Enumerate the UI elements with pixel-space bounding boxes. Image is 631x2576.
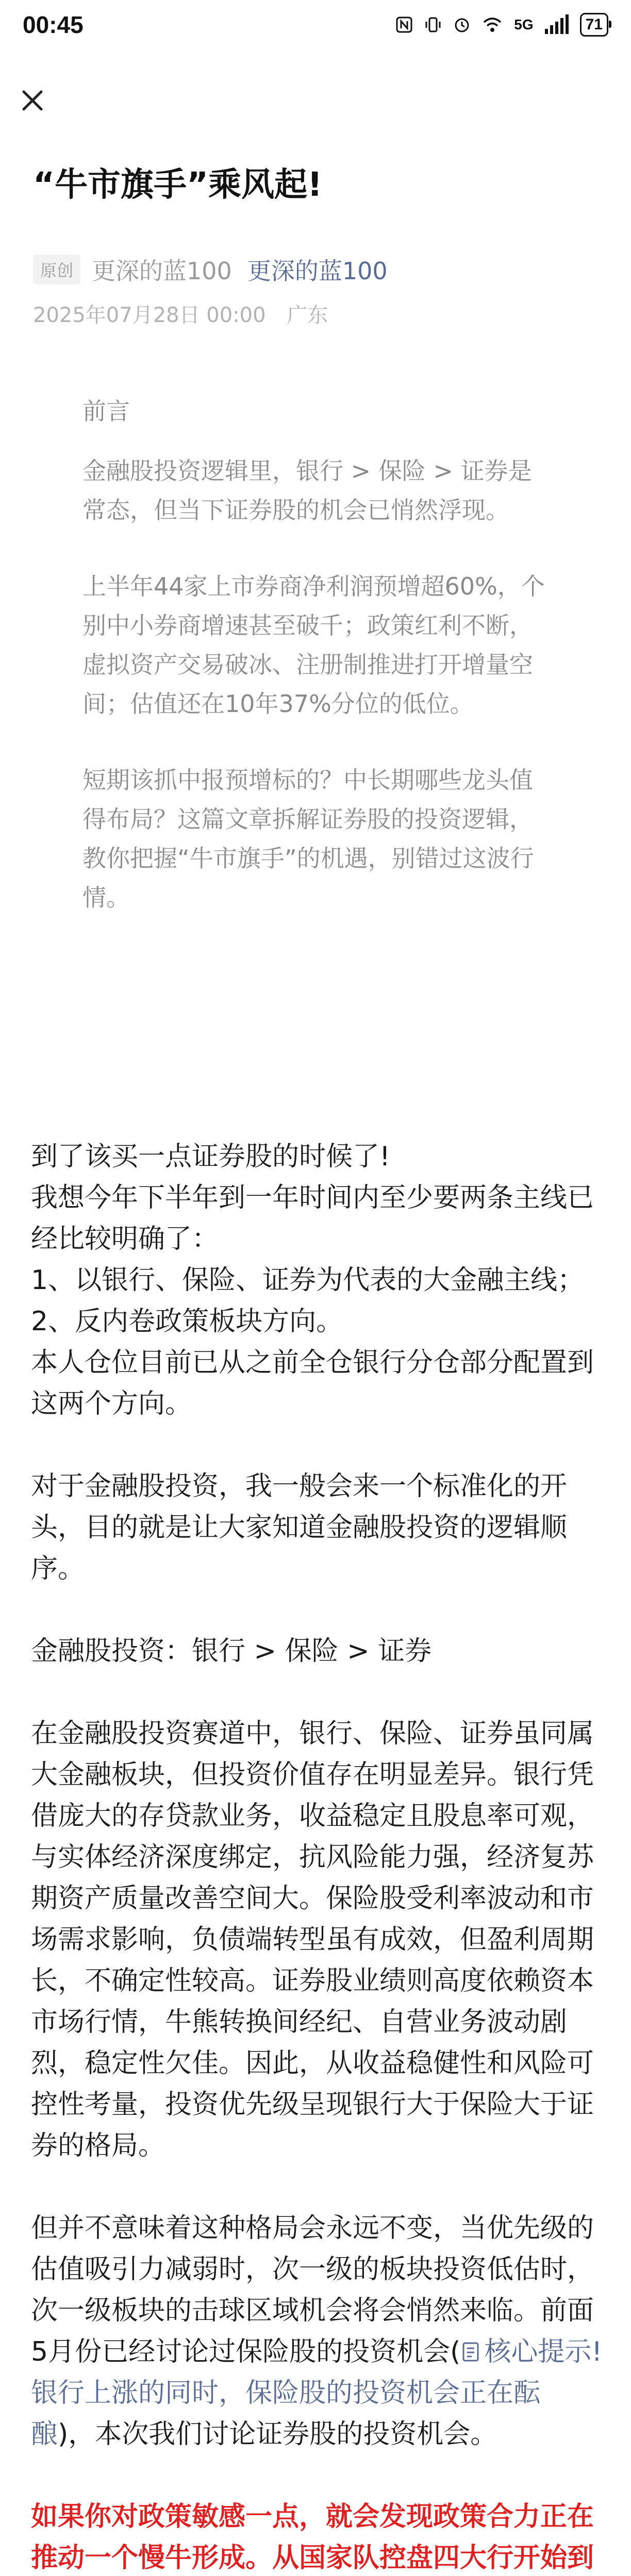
related-article-title: 核心提示! 银行上涨的同时，保险股的投资机会正在酝酿 bbox=[31, 2336, 603, 2450]
signal-icon bbox=[545, 15, 569, 34]
publish-info bbox=[33, 299, 342, 328]
publish-date: 2025年07月28日 00:00 bbox=[33, 303, 266, 327]
preface-heading: 前言 bbox=[82, 397, 130, 425]
body-paragraph-5 bbox=[31, 2208, 603, 2455]
nav-bar bbox=[0, 77, 631, 124]
intro-paragraph-3: 短期该抓中报预增标的？中长期哪些龙头值得布局？这篇文章拆解证券股的投资逻辑，教你把握“牛市旗手”的机遇，别错过这波行情。 bbox=[82, 766, 534, 911]
wifi-icon bbox=[482, 16, 503, 33]
status-icons bbox=[395, 13, 608, 37]
body-paragraph-1 bbox=[31, 1136, 603, 1425]
battery-icon bbox=[580, 13, 608, 37]
body-line: 本人仓位目前已从之前全仓银行分仓部分配置到这两个方向。 bbox=[31, 1347, 594, 1419]
nfc-icon bbox=[395, 16, 413, 33]
article-meta bbox=[33, 252, 600, 286]
body-line: 到了该买一点证券股的时候了! bbox=[31, 1141, 390, 1172]
alarm-icon bbox=[453, 16, 471, 33]
article-body bbox=[31, 1136, 603, 2576]
article-title: “牛市旗手”乘风起! bbox=[33, 166, 323, 204]
intro-section bbox=[82, 392, 546, 954]
body-paragraph-2: 对于金融股投资，我一般会来一个标准化的开头，目的就是让大家知道金融股投资的逻辑顺序。 bbox=[31, 1471, 568, 1584]
body-paragraph-4: 在金融股投资赛道中，银行、保险、证券虽同属大金融板块，但投资价值存在明显差异。银行凭借庞大的存贷款业务，收益稳定且股息率可观，与实体经济深度绑定，抗风险能力强，经济复苏期资产质量改善空间大。保险股受利率波动和市场需求影响，负债端转型虽有成效，但盈利周期长，不确定性较高。证券股业绩则高度依赖资本市场行情，牛熊转换间经纪、自营业务波动剧烈，稳定性欠佳。因此，从收益稳健性和风险可控性考量，投资优先级呈现银行大于保险大于证券的格局。 bbox=[31, 1718, 594, 2161]
network-type-label: 5G bbox=[514, 16, 534, 32]
vibrate-icon bbox=[424, 16, 442, 33]
body-text: )，本次我们讨论证券股的投资机会。 bbox=[58, 2419, 497, 2450]
intro-paragraph-1: 金融股投资逻辑里，银行 > 保险 > 证券是常态，但当下证券股的机会已悄然浮现。 bbox=[82, 457, 532, 524]
body-line: 1、以银行、保险、证券为代表的大金融主线； bbox=[31, 1265, 585, 1296]
body-line: 我想今年下半年到一年时间内至少要两条主线已经比较明确了： bbox=[31, 1182, 594, 1255]
body-paragraph-6: 如果你对政策敏感一点，就会发现政策合力正在推动一个慢牛形成。从国家队控盘四大行开始到 bbox=[31, 2501, 594, 2573]
body-line: 2、反内卷政策板块方向。 bbox=[31, 1306, 343, 1337]
status-bar bbox=[0, 0, 631, 49]
body-paragraph-3: 金融股投资：银行 > 保险 > 证券 bbox=[31, 1636, 432, 1667]
close-icon[interactable] bbox=[14, 82, 51, 118]
status-time: 00:45 bbox=[23, 11, 84, 38]
author-name: 更深的蓝100 bbox=[92, 257, 232, 285]
account-link[interactable]: 更深的蓝100 bbox=[247, 257, 388, 285]
intro-paragraph-2: 上半年44家上市券商净利润预增超60%，个别中小券商增速甚至破千；政策红利不断，虚拟资产交易破冰、注册制推进打开增量空间；估值还在10年37%分位的低位。 bbox=[82, 572, 545, 718]
body-text: 但并不意味着这种格局会永远不变，当优先级的估值吸引力减弱时，次一级的板块投资低估时，次一级板块的击球区域机会将会悄然来临。前面5月份已经讨论过保险股的投资机会( bbox=[31, 2213, 594, 2367]
pin-icon bbox=[460, 2341, 481, 2364]
publish-location: 广东 bbox=[287, 303, 328, 327]
original-badge: 原创 bbox=[33, 255, 80, 284]
battery-level: 71 bbox=[585, 16, 603, 33]
